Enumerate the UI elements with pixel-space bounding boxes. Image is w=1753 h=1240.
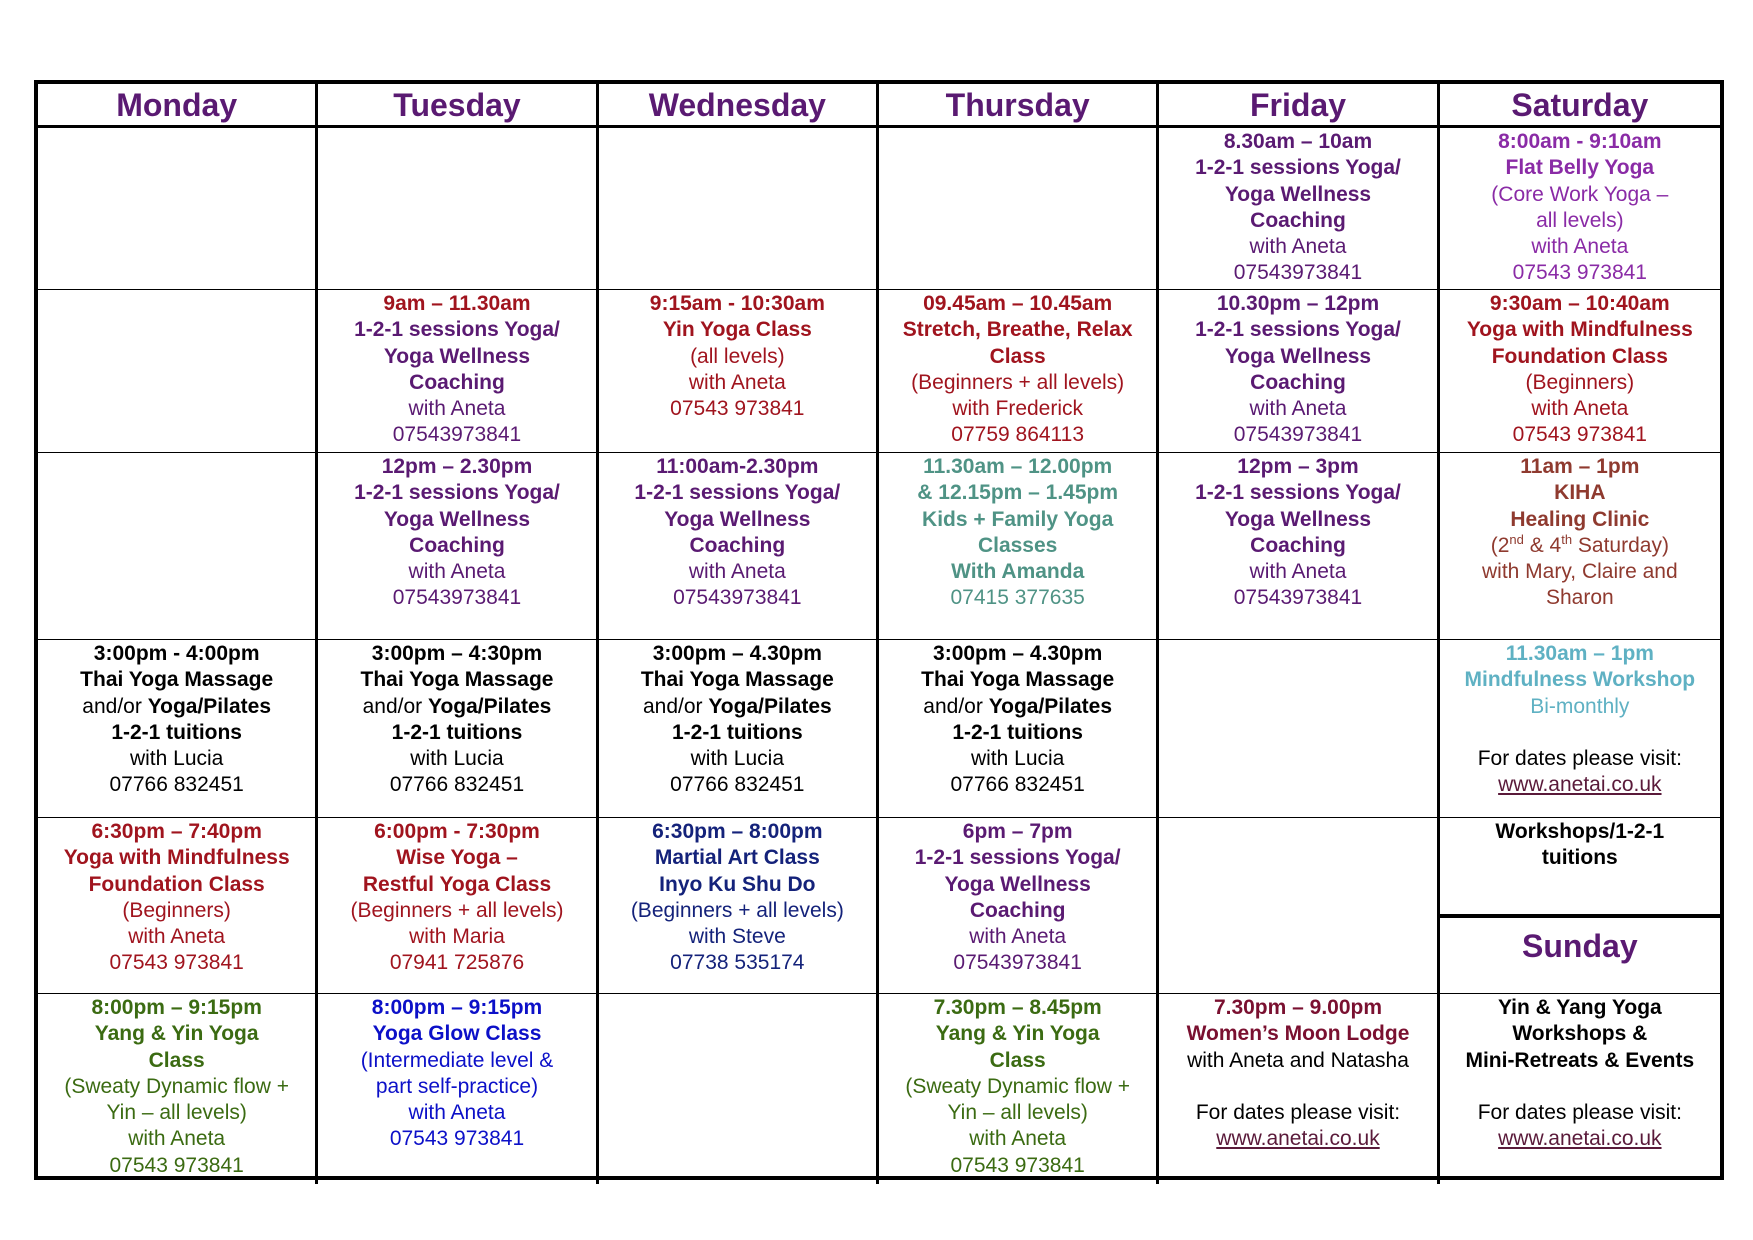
class-cell-mon-5 <box>38 818 318 994</box>
class-title: Yin Yoga Class <box>662 318 812 342</box>
class-teacher: with Aneta <box>1249 397 1347 421</box>
class-teacher: with Aneta <box>408 560 506 584</box>
class-time: 12pm – 2.30pm <box>381 455 533 478</box>
class-teacher: with Lucia <box>129 747 224 771</box>
day-header-saturday: Saturday <box>1440 84 1720 128</box>
class-title: Healing Clinic <box>1510 507 1650 531</box>
class-time: 6:30pm – 8:00pm <box>652 820 823 843</box>
class-cell-thu-3 <box>879 453 1159 640</box>
class-teacher: with Aneta <box>1531 235 1629 259</box>
class-time: 9am – 11.30am <box>383 292 531 315</box>
workshops-title: Mini-Retreats & Events <box>1465 1048 1695 1072</box>
class-title: 1-2-1 sessions Yoga/ <box>914 846 1121 870</box>
class-title: Yoga Glow Class <box>372 1022 542 1046</box>
class-teacher: with Aneta <box>128 1127 226 1151</box>
class-cell-thu-2 <box>879 290 1159 453</box>
class-time: 10.30pm – 12pm <box>1216 292 1380 315</box>
class-time: 9:30am – 10:40am <box>1489 292 1670 315</box>
class-title: 1-2-1 tuitions <box>671 720 803 744</box>
class-title: KIHA <box>1554 481 1606 505</box>
class-phone: 07766 832451 <box>670 773 805 797</box>
class-cell-tue-4 <box>318 640 598 818</box>
class-cell-wed-5 <box>599 818 879 994</box>
class-title: 1-2-1 sessions Yoga/ <box>1195 481 1401 505</box>
class-title: Foundation Class <box>1491 344 1668 368</box>
class-phone: 07543 973841 <box>389 1127 525 1151</box>
class-teacher: with Aneta <box>408 1101 506 1125</box>
class-title: Wise Yoga – <box>396 846 518 870</box>
class-time: 8.30am – 10am <box>1223 130 1373 153</box>
class-title: Coaching <box>1250 208 1346 232</box>
class-phone: 07543 973841 <box>670 397 805 421</box>
website-link[interactable]: www.anetai.co.uk <box>1498 1127 1662 1151</box>
class-phone: 07766 832451 <box>109 773 244 797</box>
class-teacher: with Frederick <box>952 397 1084 421</box>
class-title: Coaching <box>1250 533 1346 557</box>
class-time: 3:00pm - 4:00pm <box>93 642 260 665</box>
class-time: 11.30am – 12.00pm <box>923 455 1113 478</box>
class-cell-sun-6 <box>1440 994 1720 1184</box>
class-cell-wed-3 <box>599 453 879 640</box>
class-teacher: With Amanda <box>951 560 1085 584</box>
class-time: 9:15am - 10:30am <box>649 292 825 315</box>
class-title: 1-2-1 tuitions <box>952 720 1083 744</box>
class-details: part self-practice) <box>375 1074 539 1098</box>
class-title: 1-2-1 sessions Yoga/ <box>1195 318 1401 342</box>
class-phone: 07543 973841 <box>109 1153 244 1177</box>
class-title: and/or Yoga/Pilates <box>82 694 272 718</box>
class-cell-wed-2 <box>599 290 879 453</box>
class-cell-thu-4 <box>879 640 1159 818</box>
class-title: Thai Yoga Massage <box>80 668 274 692</box>
class-phone: 07543 973841 <box>1512 261 1647 285</box>
class-title: Yoga with Mindfulness <box>63 846 290 870</box>
class-title: Coaching <box>969 898 1066 922</box>
class-title: Class <box>989 1048 1046 1072</box>
class-title: 1-2-1 tuitions <box>111 720 242 744</box>
class-time: 6:30pm – 7:40pm <box>91 820 262 843</box>
class-teacher: with Steve <box>688 925 786 949</box>
class-time: 12pm – 3pm <box>1237 455 1359 478</box>
class-details: (Beginners + all levels) <box>630 898 844 922</box>
class-phone: 07543973841 <box>1233 261 1363 285</box>
class-teacher: with Aneta <box>408 397 506 421</box>
day-header-thursday: Thursday <box>879 84 1159 128</box>
class-teacher: with Aneta <box>1531 397 1629 421</box>
empty-cell <box>318 128 598 290</box>
class-title: Thai Yoga Massage <box>640 668 834 692</box>
class-phone: 07543973841 <box>392 423 522 447</box>
class-time: 09.45am – 10.45am <box>923 292 1113 315</box>
class-phone: 07543 973841 <box>109 951 244 975</box>
class-details: (Beginners) <box>1525 370 1635 394</box>
class-details: (2nd & 4th Saturday) <box>1490 531 1669 557</box>
class-phone: 07766 832451 <box>389 773 525 797</box>
class-title: Restful Yoga Class <box>362 872 552 896</box>
class-cell-wed-4 <box>599 640 879 818</box>
class-title: Thai Yoga Massage <box>360 668 554 692</box>
class-title: Yoga Wellness <box>664 507 811 531</box>
class-phone: 07415 377635 <box>950 586 1085 610</box>
class-title: Flat Belly Yoga <box>1505 156 1655 180</box>
class-teacher: with Lucia <box>410 747 504 771</box>
class-title: Stretch, Breathe, Relax <box>902 318 1133 342</box>
class-title: and/or Yoga/Pilates <box>923 694 1113 718</box>
class-details: (all levels) <box>690 344 785 368</box>
dates-note: For dates please visit: <box>1195 1100 1401 1124</box>
class-time: 3:00pm – 4.30pm <box>652 642 822 665</box>
class-title: Yang & Yin Yoga <box>935 1022 1100 1046</box>
class-title: Inyo Ku Shu Do <box>659 872 816 896</box>
class-teacher: with Aneta <box>128 925 226 949</box>
class-phone: 07543973841 <box>673 586 802 610</box>
class-details: (Sweaty Dynamic flow + <box>905 1074 1130 1098</box>
class-teacher: with Aneta <box>688 560 786 584</box>
class-details: Yin – all levels) <box>106 1101 247 1125</box>
class-teacher: with Maria <box>409 925 505 949</box>
workshops-title: tuitions <box>1541 846 1618 870</box>
class-time: 8:00pm – 9:15pm <box>91 996 262 1019</box>
class-time: 11:00am-2.30pm <box>656 455 819 478</box>
class-cell-thu-6 <box>879 994 1159 1184</box>
class-time: 3:00pm – 4:30pm <box>371 642 543 665</box>
website-link[interactable]: www.anetai.co.uk <box>1216 1127 1380 1151</box>
class-details: Bi-monthly <box>1530 694 1630 718</box>
dates-note: For dates please visit: <box>1477 1100 1682 1124</box>
empty-cell <box>1159 818 1439 994</box>
class-time: 7.30pm – 9.00pm <box>1213 996 1383 1019</box>
class-title: Martial Art Class <box>654 846 820 870</box>
class-time: 3:00pm – 4.30pm <box>933 642 1103 665</box>
class-title: and/or Yoga/Pilates <box>362 694 552 718</box>
class-title: Coaching <box>409 370 505 394</box>
class-title: Women’s Moon Lodge <box>1186 1022 1410 1046</box>
empty-cell <box>879 128 1159 290</box>
class-phone: 07543973841 <box>392 586 522 610</box>
empty-cell <box>38 453 318 640</box>
class-title: Class <box>148 1048 205 1072</box>
class-title: Yoga Wellness <box>1224 344 1372 368</box>
class-phone: 07766 832451 <box>950 773 1085 797</box>
class-cell-sat-1 <box>1440 128 1720 290</box>
class-details: (Intermediate level & <box>360 1048 554 1072</box>
class-cell-fri-6 <box>1159 994 1439 1184</box>
class-details: (Core Work Yoga – <box>1491 182 1669 206</box>
class-title: Coaching <box>689 533 786 557</box>
class-title: Classes <box>977 533 1058 557</box>
class-title: Yoga Wellness <box>383 507 531 531</box>
class-cell-fri-1 <box>1159 128 1439 290</box>
class-cell-fri-3 <box>1159 453 1439 640</box>
class-title: 1-2-1 sessions Yoga/ <box>354 318 560 342</box>
class-cell-sat-3 <box>1440 453 1720 640</box>
class-title: Coaching <box>409 533 505 557</box>
class-teacher: with Aneta <box>969 925 1067 949</box>
class-teacher: with Aneta <box>1249 560 1347 584</box>
class-phone: 07543 973841 <box>950 1153 1085 1177</box>
class-cell-thu-5 <box>879 818 1159 994</box>
class-title: Yang & Yin Yoga <box>94 1022 259 1046</box>
workshops-title: Yin & Yang Yoga <box>1497 996 1662 1019</box>
class-time: 8:00am - 9:10am <box>1498 130 1662 153</box>
class-details: (Beginners + all levels) <box>350 898 564 922</box>
class-phone: 07543973841 <box>953 951 1082 975</box>
class-title: Yoga with Mindfulness <box>1466 318 1693 342</box>
class-time: 11.30am – 1pm <box>1505 642 1654 665</box>
class-details: (Beginners + all levels) <box>911 370 1125 394</box>
class-phone: 07738 535174 <box>670 951 805 975</box>
class-phone: 07543973841 <box>1233 423 1363 447</box>
workshops-title: Workshops/1-2-1 <box>1495 820 1665 843</box>
class-title: Class <box>989 344 1046 368</box>
class-title: Yoga Wellness <box>1224 182 1372 206</box>
class-title: 1-2-1 sessions Yoga/ <box>1195 156 1401 180</box>
class-teacher: with Lucia <box>690 747 785 771</box>
class-cell-sat-4 <box>1440 640 1720 818</box>
website-link[interactable]: www.anetai.co.uk <box>1498 773 1662 797</box>
class-cell-tue-2 <box>318 290 598 453</box>
day-header-sunday: Sunday <box>1440 914 1720 994</box>
day-header-wednesday: Wednesday <box>599 84 879 128</box>
class-title: 1-2-1 sessions Yoga/ <box>354 481 560 505</box>
class-phone: 07941 725876 <box>389 951 525 975</box>
workshops-title: Workshops & <box>1512 1022 1648 1046</box>
day-header-monday: Monday <box>38 84 318 128</box>
class-title: Yoga Wellness <box>944 872 1091 896</box>
class-time: 6:00pm - 7:30pm <box>374 820 540 843</box>
class-title: and/or Yoga/Pilates <box>642 694 832 718</box>
empty-cell <box>38 128 318 290</box>
class-cell-tue-6 <box>318 994 598 1184</box>
class-cell-fri-2 <box>1159 290 1439 453</box>
dates-note: For dates please visit: <box>1477 746 1682 770</box>
class-time: & 12.15pm – 1.45pm <box>917 481 1119 505</box>
class-teacher: with Lucia <box>970 747 1065 771</box>
day-header-friday: Friday <box>1159 84 1439 128</box>
class-time: 11am – 1pm <box>1520 455 1640 478</box>
class-title: 1-2-1 sessions Yoga/ <box>634 481 841 505</box>
empty-cell <box>38 290 318 453</box>
workshops-cell-sat <box>1440 818 1720 914</box>
empty-cell <box>599 994 879 1184</box>
class-cell-mon-6 <box>38 994 318 1184</box>
class-title: Foundation Class <box>88 872 265 896</box>
class-details: (Sweaty Dynamic flow + <box>64 1074 289 1098</box>
class-cell-sat-2 <box>1440 290 1720 453</box>
class-title: Yoga Wellness <box>1224 507 1372 531</box>
class-phone: 07543 973841 <box>1512 423 1647 447</box>
class-title: Coaching <box>1250 370 1346 394</box>
class-cell-tue-5 <box>318 818 598 994</box>
class-title: Kids + Family Yoga <box>922 507 1114 531</box>
class-details: (Beginners) <box>122 898 231 922</box>
class-teacher: with Aneta <box>688 370 786 394</box>
class-details: all levels) <box>1536 208 1624 232</box>
class-title: Thai Yoga Massage <box>921 668 1115 692</box>
class-cell-mon-4 <box>38 640 318 818</box>
class-teacher: Sharon <box>1545 586 1614 610</box>
class-cell-tue-3 <box>318 453 598 640</box>
class-time: 6pm – 7pm <box>962 820 1073 843</box>
class-teacher: with Mary, Claire and <box>1481 560 1678 584</box>
class-phone: 07759 864113 <box>951 423 1085 447</box>
class-teacher: with Aneta and Natasha <box>1187 1048 1409 1072</box>
timetable-grid <box>34 80 1724 1180</box>
class-phone: 07543973841 <box>1233 586 1363 610</box>
empty-cell <box>599 128 879 290</box>
class-title: 1-2-1 tuitions <box>391 720 523 744</box>
class-time: 8:00pm – 9:15pm <box>371 996 543 1019</box>
class-details: Yin – all levels) <box>947 1101 1088 1125</box>
day-header-tuesday: Tuesday <box>318 84 598 128</box>
class-teacher: with Aneta <box>1249 235 1347 259</box>
class-time: 7.30pm – 8.45pm <box>933 996 1102 1019</box>
empty-cell <box>1159 640 1439 818</box>
class-teacher: with Aneta <box>969 1127 1067 1151</box>
class-title: Yoga Wellness <box>383 344 531 368</box>
class-title: Mindfulness Workshop <box>1464 668 1696 692</box>
